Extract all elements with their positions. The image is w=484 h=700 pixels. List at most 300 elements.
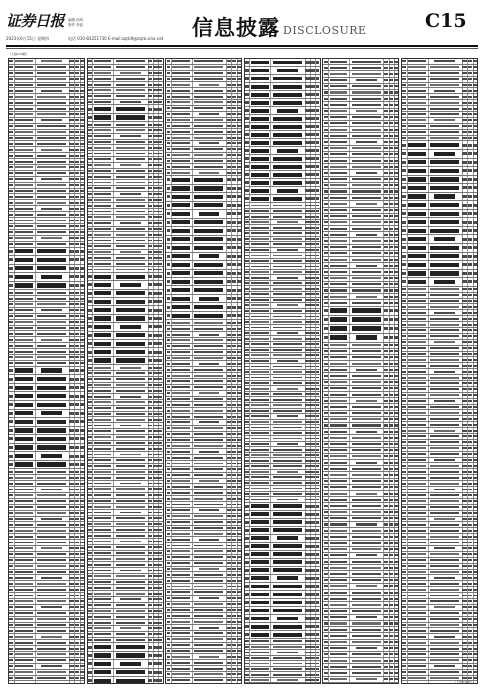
table-cell (35, 165, 71, 170)
cell-text (94, 84, 112, 86)
cell-text (232, 322, 236, 324)
cell-text (80, 530, 84, 532)
cell-text (75, 66, 79, 68)
cell-text (75, 275, 79, 278)
cell-text (237, 375, 241, 377)
table-cell (270, 187, 306, 194)
cell-text (227, 398, 231, 400)
cell-text (232, 72, 236, 74)
cell-text (194, 78, 223, 80)
cell-text (199, 172, 220, 174)
table-body (9, 59, 84, 684)
table-cell (35, 623, 71, 628)
cell-text (237, 96, 241, 98)
table-cell (80, 194, 85, 199)
cell-text (172, 545, 190, 547)
cell-text (75, 612, 79, 614)
table-cell (171, 672, 193, 677)
cell-text (153, 413, 157, 415)
cell-text (310, 101, 314, 104)
cell-text (94, 396, 112, 398)
cell-text (37, 137, 66, 139)
cell-text (94, 639, 112, 641)
cell-text (94, 283, 112, 287)
cell-text (237, 187, 241, 190)
cell-text (158, 454, 162, 456)
cell-text (153, 116, 157, 119)
table-cell (171, 286, 193, 293)
cell-text (227, 238, 231, 241)
cell-text (148, 164, 152, 166)
table-cell (192, 666, 228, 671)
cell-text (69, 589, 73, 591)
table-cell (158, 504, 163, 509)
cell-text (232, 644, 236, 646)
cell-text (15, 642, 33, 644)
cell-text (15, 243, 33, 245)
cell-text (172, 297, 190, 301)
cell-text (227, 339, 231, 341)
table-cell (92, 151, 114, 156)
cell-text (116, 546, 145, 548)
table-cell (113, 562, 149, 567)
cell-text (194, 66, 223, 68)
cell-text (227, 187, 231, 190)
table-cell (192, 479, 228, 484)
table-cell (113, 423, 149, 428)
cell-text (148, 283, 152, 286)
cell-text (37, 612, 66, 614)
table-cell (171, 164, 193, 169)
cell-text (172, 416, 190, 418)
table-cell (80, 147, 85, 152)
cell-text (94, 124, 112, 126)
table-cell (113, 400, 149, 405)
table-cell (237, 549, 242, 554)
cell-text (310, 77, 314, 80)
table-cell (92, 452, 114, 457)
cell-text (148, 240, 152, 242)
cell-text (158, 436, 162, 438)
cell-text (227, 527, 231, 529)
cell-text (80, 403, 84, 406)
table-cell (192, 141, 228, 146)
table-cell (237, 508, 242, 513)
table-cell (237, 426, 242, 431)
cell-text (15, 420, 33, 424)
table-cell (113, 597, 149, 602)
table-cell (80, 206, 85, 211)
table-cell (249, 187, 271, 194)
table-cell (237, 261, 242, 268)
table-cell (113, 281, 149, 288)
cell-text (37, 102, 66, 104)
cell-text (158, 89, 162, 91)
cell-text (69, 369, 73, 372)
table-cell (158, 76, 163, 81)
cell-text (75, 78, 79, 80)
cell-text (75, 429, 79, 432)
cell-text (158, 616, 162, 618)
cell-text (69, 149, 73, 151)
table-cell (14, 623, 36, 628)
cell-text (37, 231, 66, 233)
table-cell (80, 83, 85, 88)
cell-text (148, 351, 152, 354)
table-cell (80, 605, 85, 610)
cell-text (116, 384, 145, 386)
cell-text (172, 369, 190, 371)
cell-text (158, 390, 162, 392)
cell-text (194, 609, 223, 611)
table-row (166, 202, 241, 210)
table-cell (171, 350, 193, 355)
cell-text (41, 90, 62, 92)
table-cell (270, 203, 306, 208)
table-cell (158, 435, 163, 440)
cell-text (237, 615, 241, 617)
cell-text (158, 483, 162, 485)
edition-credits (68, 18, 83, 28)
cell-text (75, 477, 79, 479)
cell-text (69, 339, 73, 341)
table-cell (315, 123, 320, 130)
cell-text (153, 199, 157, 201)
cell-text (148, 633, 152, 635)
cell-text (116, 124, 145, 126)
table-cell (35, 314, 71, 319)
cell-text (148, 211, 152, 213)
cell-text (310, 216, 314, 218)
cell-text (273, 210, 302, 212)
cell-text (232, 125, 236, 127)
cell-text (41, 309, 62, 311)
cell-text (194, 662, 223, 664)
cell-text (148, 66, 152, 68)
cell-text (15, 283, 33, 287)
table-row (9, 681, 84, 684)
table-cell (80, 401, 85, 409)
cell-text (94, 593, 112, 595)
cell-text (158, 300, 162, 303)
cell-text (37, 113, 66, 115)
table-cell (237, 219, 242, 226)
cell-text (148, 587, 152, 589)
cell-text (94, 390, 112, 392)
cell-text (237, 644, 241, 646)
table-cell (192, 356, 228, 361)
cell-text (94, 517, 112, 519)
cell-text (305, 141, 309, 144)
cell-text (69, 378, 73, 381)
cell-text (80, 225, 84, 227)
table-cell (80, 165, 85, 170)
cell-text (158, 430, 162, 432)
cell-text (194, 160, 223, 162)
cell-text (69, 471, 73, 473)
cell-text (15, 506, 33, 508)
table-cell (171, 367, 193, 372)
cell-text (80, 624, 84, 626)
table-cell (237, 631, 242, 636)
cell-text (116, 679, 145, 683)
cell-text (172, 280, 190, 284)
cell-text (80, 600, 84, 602)
cell-text (94, 436, 112, 438)
cell-text (37, 66, 66, 68)
table-cell (237, 608, 242, 613)
table-row (166, 286, 241, 294)
cell-text (232, 556, 236, 558)
cell-text (172, 632, 190, 634)
table-cell (192, 567, 228, 572)
cell-text (158, 587, 162, 589)
table-row (245, 147, 320, 155)
table-cell (113, 412, 149, 417)
table-cell (249, 209, 271, 214)
cell-text (116, 129, 145, 131)
cell-text (316, 149, 320, 152)
cell-text (75, 559, 79, 561)
cell-text (37, 131, 66, 133)
cell-text (15, 225, 33, 227)
table-cell (35, 224, 71, 229)
cell-text (80, 284, 84, 287)
table-cell (14, 355, 36, 360)
cell-text (227, 369, 231, 371)
cell-text (148, 325, 152, 328)
table-row (9, 367, 84, 376)
cell-text (237, 137, 241, 139)
cell-text (172, 113, 190, 115)
cell-text (232, 238, 236, 241)
table-cell (237, 438, 242, 443)
cell-text (251, 69, 269, 73)
cell-text (310, 141, 314, 144)
cell-text (37, 648, 66, 650)
table-cell (237, 94, 242, 99)
table-cell (171, 112, 193, 117)
table-cell (14, 593, 36, 598)
table-cell (171, 379, 193, 384)
table-cell (315, 231, 320, 236)
header-rule-thin (6, 48, 478, 49)
table-cell (92, 250, 114, 255)
cell-text (80, 630, 84, 632)
cell-text (158, 654, 162, 657)
table-cell (35, 308, 71, 313)
cell-text (194, 246, 223, 250)
page-number: C15 (425, 10, 467, 32)
cell-text (69, 267, 73, 270)
table-cell (113, 406, 149, 411)
cell-text (75, 671, 79, 673)
cell-text (148, 419, 152, 421)
cell-text (194, 60, 223, 62)
cell-text (75, 437, 79, 440)
table-cell (237, 123, 242, 128)
table-cell (80, 265, 85, 273)
cell-text (227, 492, 231, 494)
cell-text (148, 367, 152, 369)
cell-text (237, 297, 241, 300)
table-cell (171, 654, 193, 659)
cell-text (94, 407, 112, 409)
cell-text (41, 577, 62, 579)
cell-text (227, 474, 231, 476)
table-cell (92, 556, 114, 561)
table-cell (158, 232, 163, 237)
table-cell (80, 337, 85, 342)
table-cell (315, 139, 320, 146)
table-cell (171, 567, 193, 572)
cell-text (172, 463, 190, 465)
table-cell (92, 522, 114, 527)
cell-text (75, 184, 79, 186)
table-cell (171, 572, 193, 577)
cell-text (172, 229, 190, 233)
table-cell (92, 221, 114, 226)
table-cell (158, 114, 163, 121)
cell-text (273, 243, 302, 245)
cell-text (158, 325, 162, 328)
cell-text (232, 314, 236, 317)
cell-text (273, 117, 302, 121)
table-cell (237, 385, 242, 390)
table-cell (249, 75, 271, 82)
table-cell (14, 302, 36, 307)
cell-text (15, 394, 33, 398)
table-cell (249, 163, 271, 170)
cell-text (158, 384, 162, 386)
cell-text (15, 547, 33, 549)
table-cell (192, 379, 228, 384)
cell-text (310, 125, 314, 128)
table-cell (80, 273, 85, 281)
table-cell (35, 493, 71, 498)
cell-text (158, 517, 162, 519)
cell-text (199, 421, 220, 423)
table-row (9, 256, 84, 265)
table-cell (35, 94, 71, 99)
cell-text (116, 593, 145, 595)
table-cell (171, 253, 193, 260)
cell-text (148, 60, 152, 62)
cell-text (237, 521, 241, 523)
cell-text (153, 396, 157, 398)
cell-text (153, 390, 157, 392)
cell-text (310, 181, 314, 184)
table-cell (158, 417, 163, 422)
table-cell (80, 153, 85, 158)
cell-text (273, 165, 302, 169)
table-cell (192, 295, 228, 302)
cell-text (15, 677, 33, 679)
table-cell (315, 163, 320, 170)
cell-text (273, 232, 302, 234)
cell-text (148, 251, 152, 253)
table-cell (14, 159, 36, 164)
cell-text (158, 342, 162, 345)
cell-text (94, 627, 112, 629)
cell-text (227, 515, 231, 517)
table-cell (158, 371, 163, 376)
cell-text (227, 101, 231, 103)
cell-text (227, 416, 231, 418)
cell-text (37, 78, 66, 80)
cell-text (75, 208, 79, 210)
cell-text (80, 220, 84, 222)
cell-text (37, 184, 66, 186)
cell-text (158, 564, 162, 566)
cell-text (37, 345, 66, 347)
cell-text (237, 439, 241, 441)
cell-text (37, 220, 66, 222)
cell-text (316, 133, 320, 136)
cell-text (94, 564, 112, 566)
table-cell (14, 427, 36, 435)
table-cell (14, 265, 36, 273)
cell-text (69, 395, 73, 398)
cell-text (69, 356, 73, 358)
table-cell (80, 676, 85, 681)
table-cell (237, 414, 242, 419)
table-cell (113, 151, 149, 156)
cell-text (158, 570, 162, 572)
table-cell (92, 298, 114, 305)
table-row (88, 643, 163, 651)
table-cell (270, 155, 306, 162)
cell-text (37, 403, 66, 407)
table-cell (35, 646, 71, 651)
cell-text (120, 251, 141, 253)
cell-text (158, 72, 162, 74)
cell-text (148, 488, 152, 490)
cell-text (75, 489, 79, 491)
cell-text (80, 378, 84, 381)
cell-text (194, 433, 223, 435)
table-cell (158, 145, 163, 150)
cell-text (75, 149, 79, 151)
table-cell (171, 236, 193, 243)
cell-text (94, 604, 112, 606)
table-cell (92, 551, 114, 556)
cell-text (158, 448, 162, 450)
cell-text (69, 636, 73, 638)
cell-text (153, 101, 157, 103)
table-cell (192, 82, 228, 87)
table-cell (92, 71, 114, 76)
table-cell (35, 522, 71, 527)
cell-text (227, 480, 231, 482)
table-cell (35, 552, 71, 557)
cell-text (94, 442, 112, 444)
cell-text (237, 398, 241, 400)
table-cell (14, 418, 36, 426)
cell-text (305, 221, 309, 223)
table-cell (14, 136, 36, 141)
table-cell (192, 278, 228, 285)
cell-text (153, 512, 157, 514)
table-cell (192, 520, 228, 525)
cell-text (94, 401, 112, 403)
cell-text (172, 119, 190, 121)
cell-text (80, 524, 84, 526)
cell-text (232, 60, 236, 62)
table-cell (92, 614, 114, 619)
table-cell (158, 134, 163, 139)
table-cell (14, 611, 36, 616)
